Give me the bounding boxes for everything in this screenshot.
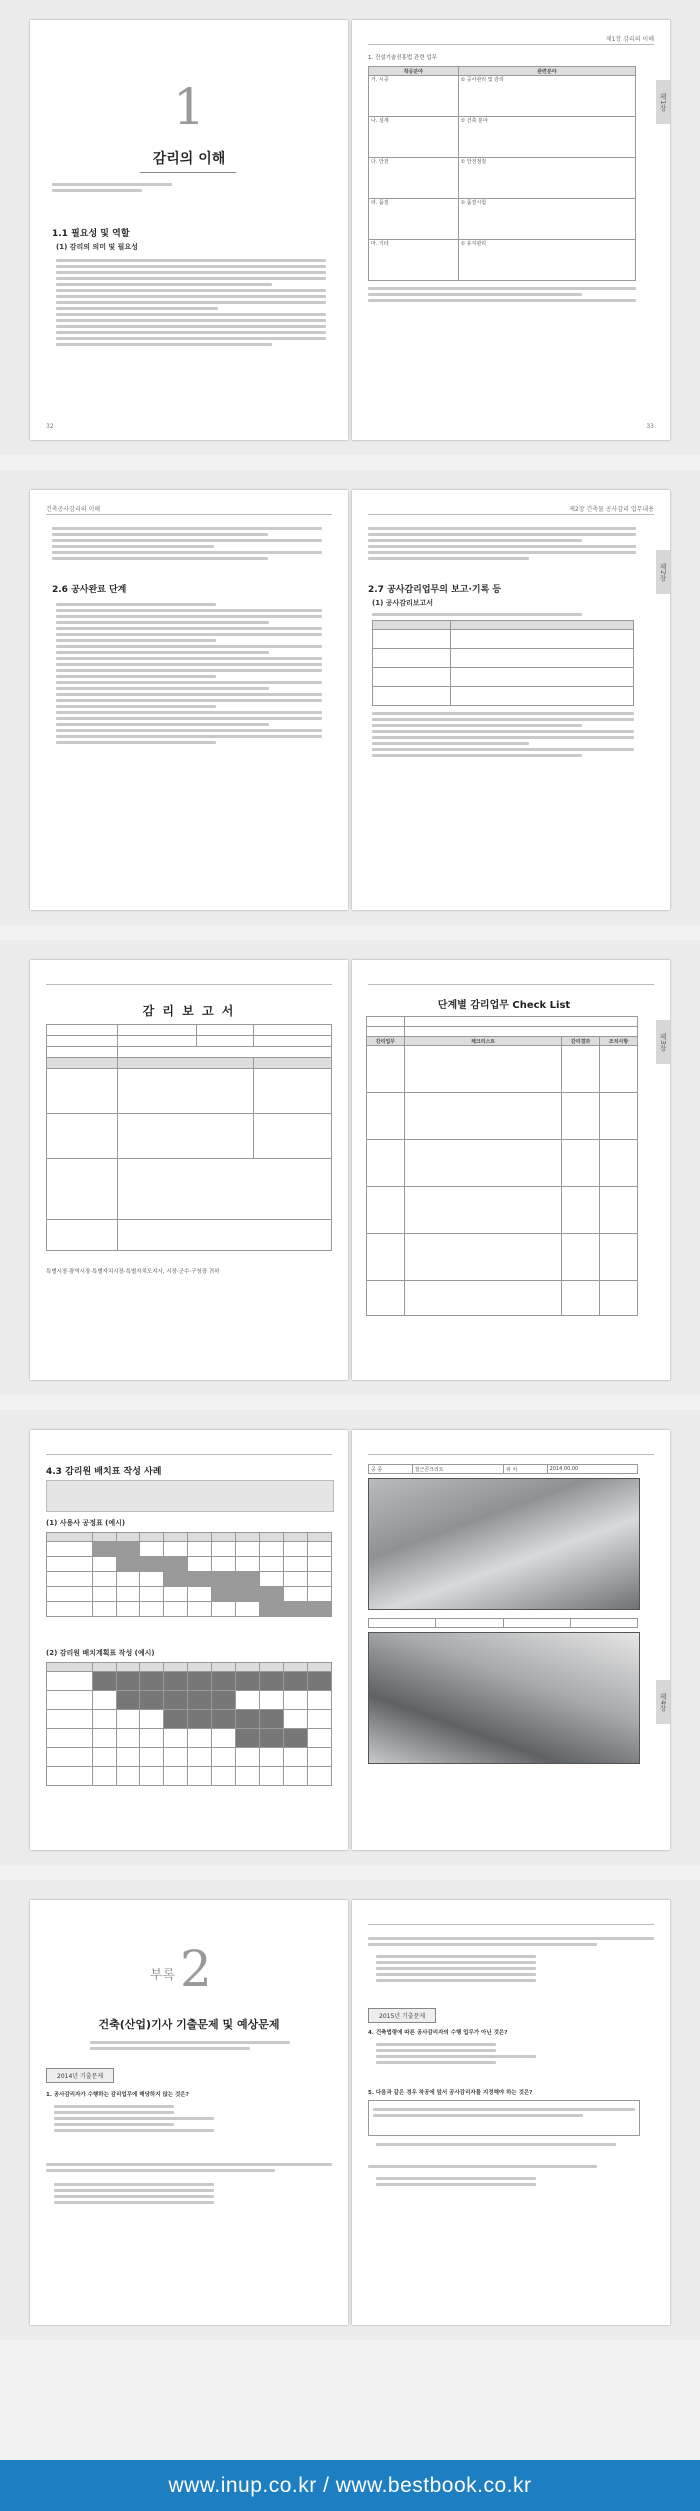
header-rule (368, 514, 654, 515)
section-heading: 4.3 감리원 배치표 작성 사례 (46, 1467, 162, 1477)
answer-choices (54, 2102, 254, 2135)
body-text (56, 600, 322, 747)
subsection-heading: (1) 사용사 공정표 (예시) (46, 1519, 126, 1527)
table-cell: 라. 품질 (369, 199, 459, 240)
table-header: 감리업무 (367, 1037, 405, 1046)
header-rule (46, 1454, 332, 1455)
table-cell: ① 품질시험 (458, 199, 635, 240)
year-badge: 2015년 기출문제 (368, 2008, 436, 2023)
table-row (369, 76, 636, 117)
running-header: 제2장 건축물 공사감리 업무내용 (569, 506, 654, 513)
running-header: 제1장 감리의 이해 (605, 36, 654, 43)
chapter-number: 1 (173, 78, 205, 136)
header-rule (46, 514, 332, 515)
table-header: 체크리스트 (404, 1037, 561, 1046)
website-footer[interactable] (0, 2460, 700, 2511)
photo-caption-table (368, 1464, 638, 1474)
question-box (368, 2100, 640, 2136)
form-footer: 특별시장·광역시장·특별자치시장·특별자치도지사, 시장·군수·구청장 귀하 (46, 1269, 220, 1275)
section-heading: 1.1 필요성 및 역할 (52, 229, 130, 239)
subsection-heading: (1) 감리의 의미 및 필요성 (56, 243, 138, 251)
website-links[interactable]: www.inup.co.kr / www.bestbook.co.kr (168, 2474, 532, 2497)
table-row (369, 240, 636, 281)
spread-appendix (0, 1880, 700, 2340)
answer-choices (376, 1952, 576, 1985)
table-cell: 나. 설계 (369, 117, 459, 158)
header-rule (368, 44, 654, 45)
answer-choices (54, 2180, 254, 2207)
question-text: 4. 건축법령에 따른 공사감리자의 수행 업무가 아닌 것은? (368, 2030, 508, 2036)
section-heading: 2.6 공사완료 단계 (52, 585, 127, 595)
schedule-chart (46, 1532, 332, 1617)
page-chapter-intro (30, 20, 348, 440)
caption-cell: 2014.00.00 (547, 1465, 637, 1474)
page-number: 33 (646, 423, 654, 430)
checklist-title: 단계별 감리업무 Check List (437, 1000, 571, 1011)
table-header: 조치사항 (600, 1037, 638, 1046)
report-table (372, 610, 634, 760)
answer-choices (376, 2140, 616, 2149)
table-cell: 마. 기타 (369, 240, 459, 281)
chapter-side-tab: 제3장 (656, 1020, 670, 1064)
staffing-chart (46, 1662, 332, 1786)
table-cell: ① 공사관리 및 감리 (458, 76, 635, 117)
answer-choices (376, 2040, 576, 2067)
checklist-table (366, 1016, 638, 1316)
page-report-form (30, 960, 348, 1380)
subsection-heading: (1) 공사감리보고서 (372, 599, 434, 607)
intro-text (52, 180, 202, 195)
table-cell: ① 건축 분야 (458, 117, 635, 158)
chapter-side-tab: 제4장 (656, 1680, 670, 1724)
table-title: 1. 건설기술진흥법 관련 업무 (368, 55, 437, 61)
site-photo (368, 1632, 640, 1764)
year-badge: 2014년 기출문제 (46, 2068, 114, 2083)
page-completion (30, 490, 348, 910)
spread-chapter4 (0, 1410, 700, 1865)
chapter-side-tab: 제2장 (656, 550, 670, 594)
header-rule (46, 984, 332, 985)
page-number: 32 (46, 423, 54, 430)
header-rule (368, 984, 654, 985)
table-cell: ① 안전점검 (458, 158, 635, 199)
table-header: 관련분야 (458, 67, 635, 76)
appendix-title: 건축(산업)기사 기출문제 및 예상문제 (98, 2018, 280, 2031)
title-rule (140, 172, 236, 173)
page-report (352, 490, 670, 910)
question-block (368, 2162, 654, 2171)
caption-cell: 공 종 (369, 1465, 413, 1474)
question-text: 1. 공사감리자가 수행하는 감리업무에 해당하지 않는 것은? (46, 2092, 189, 2098)
table-header: 착공분야 (369, 67, 459, 76)
page-questions (352, 1900, 670, 2325)
spread-chapter1 (0, 0, 700, 455)
subsection-heading: (2) 감리원 배치계획표 작성 (예시) (46, 1649, 155, 1657)
table-cell: 다. 안전 (369, 158, 459, 199)
body-text (52, 524, 322, 563)
table-row (369, 117, 636, 158)
form-title: 감 리 보 고 서 (142, 1004, 236, 1018)
table-row (369, 158, 636, 199)
table-cell: ① 유지관리 (458, 240, 635, 281)
table-row (369, 199, 636, 240)
spread-chapter2 (0, 470, 700, 925)
running-header: 건축공사감리의 이해 (46, 506, 101, 513)
header-rule (368, 1924, 654, 1925)
header-rule (368, 1454, 654, 1455)
report-form-table (46, 1024, 332, 1275)
chapter-side-tab: 제1장 (656, 80, 670, 124)
info-box (46, 1480, 334, 1512)
question-block (368, 1934, 654, 1949)
page-appendix-title (30, 1900, 348, 2325)
duty-table (368, 66, 636, 305)
page-staffing-plan (30, 1430, 348, 1850)
caption-cell: 위 치 (503, 1465, 547, 1474)
body-text (368, 524, 636, 563)
section-heading: 2.7 공사감리업무의 보고·기록 등 (368, 585, 502, 595)
table-cell: 가. 시공 (369, 76, 459, 117)
photo-caption-table (368, 1618, 638, 1628)
caption-cell: 철근콘크리트 (412, 1465, 503, 1474)
chapter-title: 감리의 이해 (152, 151, 226, 167)
site-photo (368, 1478, 640, 1610)
page-checklist (352, 960, 670, 1380)
appendix-label: 부록 (150, 1968, 176, 1983)
table-header: 감리결과 (562, 1037, 600, 1046)
appendix-intro (90, 2038, 290, 2053)
page-table (352, 20, 670, 440)
spread-chapter3 (0, 940, 700, 1395)
appendix-number: 2 (180, 1940, 212, 1998)
body-text (56, 256, 326, 349)
page-site-photos (352, 1430, 670, 1850)
answer-choices (376, 2174, 576, 2189)
question-text: 5. 다음과 같은 경우 착공에 앞서 공사감리자를 지정해야 하는 것은? (368, 2090, 533, 2096)
question-block (46, 2160, 332, 2175)
